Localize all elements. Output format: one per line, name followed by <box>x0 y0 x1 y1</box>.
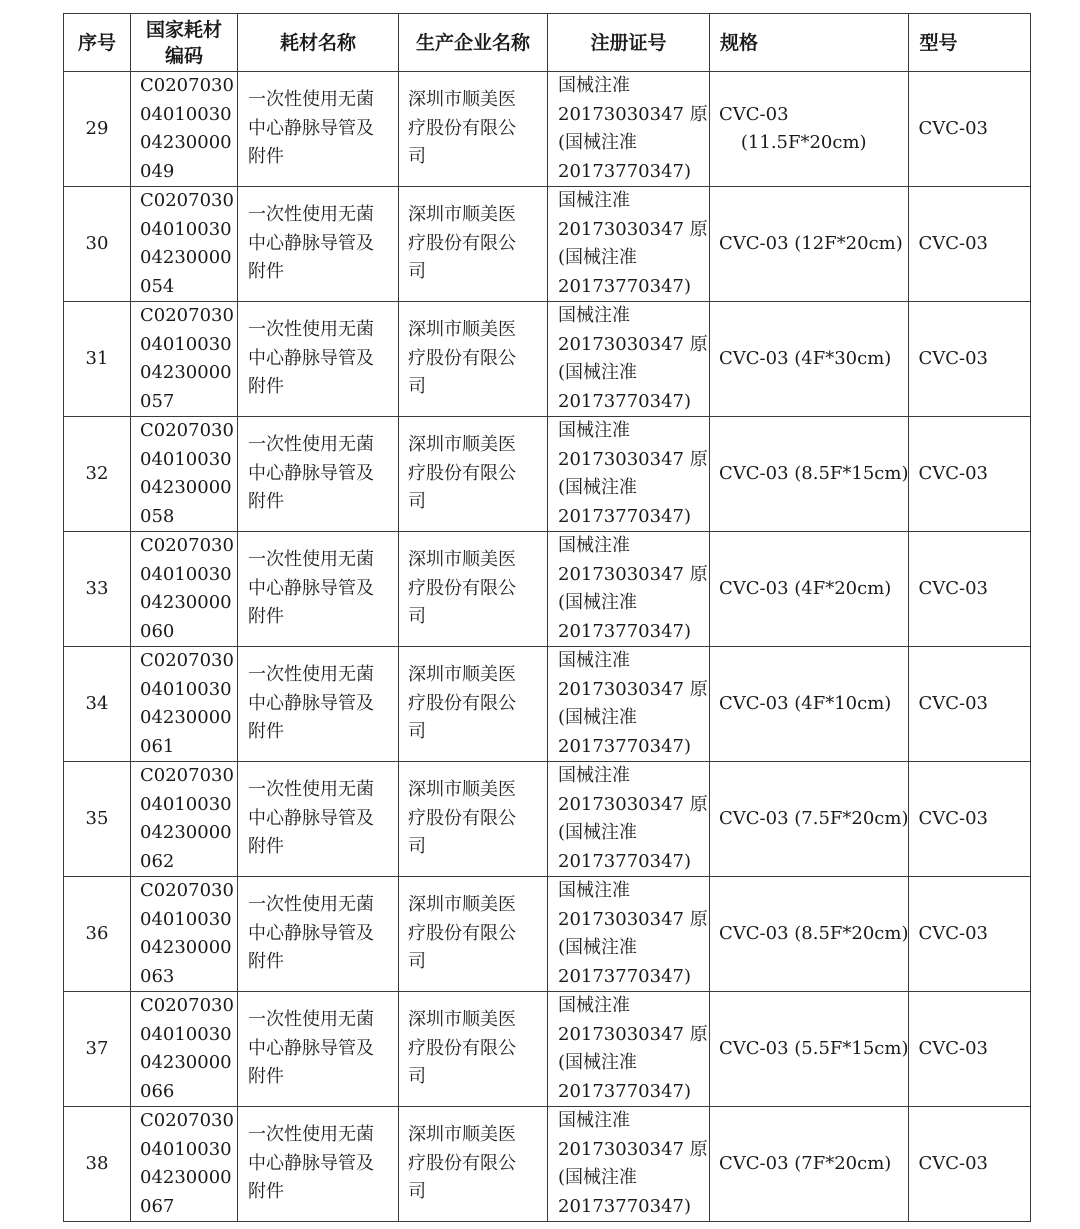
code-line: 04230000 <box>140 937 232 958</box>
registration-line: (国械注准 <box>558 822 638 843</box>
manufacturer-line: 司 <box>408 606 426 628</box>
row-code-cell <box>131 72 238 187</box>
registration-line: 20173770347) <box>558 1195 691 1217</box>
row-spec-cell <box>710 417 909 532</box>
spec-line: CVC-03 <box>719 103 789 125</box>
name-line: 附件 <box>248 606 284 628</box>
row-model-cell: CVC-03 <box>909 647 1031 762</box>
registration-line: 国械注准 <box>558 75 630 96</box>
registration-line: 20173030347 原 <box>558 103 708 125</box>
registration-line: 20173030347 原 <box>558 1138 708 1160</box>
manufacturer-line: 深圳市顺美医 <box>408 894 516 916</box>
name-line: 一次性使用无菌 <box>248 549 374 571</box>
spec-line: CVC-03 (7F*20cm) <box>719 1152 892 1174</box>
row-code-cell <box>131 1107 238 1222</box>
header-name: 耗材名称 <box>238 14 399 72</box>
row-name-cell <box>238 417 399 532</box>
name-line: 附件 <box>248 721 284 743</box>
name-line: 中心静脉导管及 <box>248 807 374 829</box>
manufacturer-line: 疗股份有限公 <box>408 692 516 714</box>
row-model-cell: CVC-03 <box>909 72 1031 187</box>
table-row <box>64 417 1031 532</box>
code-line: C0207030 <box>140 75 234 96</box>
code-line: 04010030 <box>140 793 232 815</box>
row-code-cell <box>131 647 238 762</box>
code-line: C0207030 <box>140 765 234 786</box>
manufacturer-line: 深圳市顺美医 <box>408 1009 516 1031</box>
row-spec-cell <box>710 1107 909 1222</box>
consumables-table <box>63 13 1031 1222</box>
row-seq-cell: 36 <box>64 877 131 992</box>
name-line: 一次性使用无菌 <box>248 1009 374 1031</box>
row-registration-cell <box>548 72 710 187</box>
name-line: 一次性使用无菌 <box>248 1124 374 1146</box>
table-row <box>64 302 1031 417</box>
code-line: 04010030 <box>140 563 232 585</box>
table-row <box>64 647 1031 762</box>
name-line: 中心静脉导管及 <box>248 232 374 254</box>
manufacturer-line: 深圳市顺美医 <box>408 549 516 571</box>
registration-line: (国械注准 <box>558 477 638 498</box>
registration-line: 国械注准 <box>558 420 630 441</box>
manufacturer-line: 司 <box>408 376 426 398</box>
registration-line: (国械注准 <box>558 937 638 958</box>
spec-line: (11.5F*20cm) <box>740 132 867 153</box>
name-line: 中心静脉导管及 <box>248 1152 374 1174</box>
row-name-cell <box>238 302 399 417</box>
row-model-cell: CVC-03 <box>909 302 1031 417</box>
header-model: 型号 <box>909 14 1031 72</box>
header-manufacturer: 生产企业名称 <box>399 14 548 72</box>
spec-line: CVC-03 (8.5F*15cm) <box>719 462 909 484</box>
code-line: 04010030 <box>140 678 232 700</box>
row-code-cell <box>131 187 238 302</box>
row-manufacturer-cell <box>399 647 548 762</box>
row-spec-cell <box>710 187 909 302</box>
spec-line: CVC-03 (4F*10cm) <box>719 692 892 714</box>
registration-line: 国械注准 <box>558 535 630 556</box>
name-line: 附件 <box>248 951 284 973</box>
code-line: 061 <box>140 735 175 757</box>
table-row <box>64 877 1031 992</box>
code-line: 054 <box>140 275 175 297</box>
header-seq: 序号 <box>64 14 131 72</box>
row-code-cell <box>131 302 238 417</box>
registration-line: (国械注准 <box>558 362 638 383</box>
registration-line: 20173770347) <box>558 735 691 757</box>
header-code <box>131 14 238 72</box>
code-line: 049 <box>140 160 175 182</box>
row-name-cell <box>238 992 399 1107</box>
row-model-cell: CVC-03 <box>909 532 1031 647</box>
code-line: C0207030 <box>140 535 234 556</box>
row-code-cell <box>131 417 238 532</box>
code-line: 04010030 <box>140 333 232 355</box>
row-name-cell <box>238 647 399 762</box>
row-code-cell <box>131 877 238 992</box>
row-manufacturer-cell <box>399 992 548 1107</box>
code-line: 04010030 <box>140 1138 232 1160</box>
name-line: 一次性使用无菌 <box>248 664 374 686</box>
name-line: 中心静脉导管及 <box>248 462 374 484</box>
code-line: 04230000 <box>140 1052 232 1073</box>
code-line: 04010030 <box>140 908 232 930</box>
registration-line: (国械注准 <box>558 132 638 153</box>
registration-line: (国械注准 <box>558 707 638 728</box>
spec-line: CVC-03 (8.5F*20cm) <box>719 922 909 944</box>
registration-line: 国械注准 <box>558 650 630 671</box>
row-model-cell: CVC-03 <box>909 992 1031 1107</box>
row-seq-cell: 35 <box>64 762 131 877</box>
registration-line: 20173770347) <box>558 620 691 642</box>
row-spec-cell <box>710 647 909 762</box>
manufacturer-line: 司 <box>408 1066 426 1088</box>
name-line: 中心静脉导管及 <box>248 577 374 599</box>
registration-line: 20173030347 原 <box>558 793 708 815</box>
manufacturer-line: 司 <box>408 951 426 973</box>
table-row <box>64 762 1031 877</box>
table-row <box>64 992 1031 1107</box>
code-line: 04010030 <box>140 1023 232 1045</box>
manufacturer-line: 深圳市顺美医 <box>408 204 516 226</box>
registration-line: 国械注准 <box>558 1110 630 1131</box>
row-spec-cell <box>710 992 909 1107</box>
row-name-cell <box>238 532 399 647</box>
registration-line: 国械注准 <box>558 305 630 326</box>
name-line: 附件 <box>248 146 284 168</box>
registration-line: 20173770347) <box>558 275 691 297</box>
row-registration-cell <box>548 762 710 877</box>
name-line: 附件 <box>248 1181 284 1203</box>
name-line: 附件 <box>248 836 284 858</box>
row-model-cell: CVC-03 <box>909 417 1031 532</box>
registration-line: 20173030347 原 <box>558 218 708 240</box>
registration-line: 20173030347 原 <box>558 448 708 470</box>
manufacturer-line: 司 <box>408 836 426 858</box>
row-model-cell: CVC-03 <box>909 187 1031 302</box>
row-registration-cell <box>548 417 710 532</box>
header-spec: 规格 <box>710 14 909 72</box>
registration-line: 国械注准 <box>558 880 630 901</box>
row-spec-cell <box>710 877 909 992</box>
registration-line: 国械注准 <box>558 765 630 786</box>
code-line: 060 <box>140 620 175 642</box>
row-manufacturer-cell <box>399 72 548 187</box>
name-line: 一次性使用无菌 <box>248 434 374 456</box>
row-model-cell: CVC-03 <box>909 762 1031 877</box>
name-line: 中心静脉导管及 <box>248 347 374 369</box>
code-line: 04230000 <box>140 477 232 498</box>
row-registration-cell <box>548 647 710 762</box>
row-model-cell: CVC-03 <box>909 877 1031 992</box>
row-registration-cell <box>548 992 710 1107</box>
row-manufacturer-cell <box>399 417 548 532</box>
registration-line: 20173770347) <box>558 850 691 872</box>
row-manufacturer-cell <box>399 762 548 877</box>
row-seq-cell: 30 <box>64 187 131 302</box>
row-code-cell <box>131 532 238 647</box>
row-spec-cell <box>710 762 909 877</box>
code-line: C0207030 <box>140 880 234 901</box>
spec-line: CVC-03 (12F*20cm) <box>719 232 903 254</box>
registration-line: 20173770347) <box>558 390 691 412</box>
name-line: 一次性使用无菌 <box>248 89 374 111</box>
manufacturer-line: 疗股份有限公 <box>408 117 516 139</box>
name-line: 一次性使用无菌 <box>248 204 374 226</box>
manufacturer-line: 司 <box>408 146 426 168</box>
registration-line: 国械注准 <box>558 190 630 211</box>
manufacturer-line: 司 <box>408 1181 426 1203</box>
code-line: C0207030 <box>140 1110 234 1131</box>
table-row <box>64 1107 1031 1222</box>
row-seq-cell: 38 <box>64 1107 131 1222</box>
spec-line: CVC-03 (7.5F*20cm) <box>719 807 909 829</box>
row-code-cell <box>131 762 238 877</box>
row-spec-cell <box>710 302 909 417</box>
row-name-cell <box>238 1107 399 1222</box>
row-spec-cell <box>710 532 909 647</box>
row-seq-cell: 34 <box>64 647 131 762</box>
code-line: 04230000 <box>140 247 232 268</box>
row-manufacturer-cell <box>399 877 548 992</box>
row-seq-cell: 33 <box>64 532 131 647</box>
manufacturer-line: 深圳市顺美医 <box>408 664 516 686</box>
manufacturer-line: 司 <box>408 261 426 283</box>
registration-line: (国械注准 <box>558 1167 638 1188</box>
registration-line: 20173030347 原 <box>558 563 708 585</box>
manufacturer-line: 疗股份有限公 <box>408 1037 516 1059</box>
row-code-cell <box>131 992 238 1107</box>
registration-line: 20173770347) <box>558 965 691 987</box>
registration-line: 国械注准 <box>558 995 630 1016</box>
name-line: 附件 <box>248 261 284 283</box>
registration-line: 20173030347 原 <box>558 908 708 930</box>
table-body <box>64 72 1031 1222</box>
registration-line: 20173770347) <box>558 1080 691 1102</box>
code-line: 04010030 <box>140 218 232 240</box>
code-line: 04010030 <box>140 448 232 470</box>
code-line: 067 <box>140 1195 175 1217</box>
row-seq-cell: 29 <box>64 72 131 187</box>
row-manufacturer-cell <box>399 532 548 647</box>
registration-line: (国械注准 <box>558 247 638 268</box>
name-line: 一次性使用无菌 <box>248 319 374 341</box>
manufacturer-line: 深圳市顺美医 <box>408 89 516 111</box>
manufacturer-line: 深圳市顺美医 <box>408 319 516 341</box>
manufacturer-line: 司 <box>408 721 426 743</box>
name-line: 一次性使用无菌 <box>248 779 374 801</box>
registration-line: 20173770347) <box>558 505 691 527</box>
code-line: 058 <box>140 505 175 527</box>
row-seq-cell: 31 <box>64 302 131 417</box>
code-line: 04230000 <box>140 362 232 383</box>
registration-line: 20173770347) <box>558 160 691 182</box>
manufacturer-line: 疗股份有限公 <box>408 922 516 944</box>
code-line: 057 <box>140 390 175 412</box>
registration-line: 20173030347 原 <box>558 333 708 355</box>
row-seq-cell: 37 <box>64 992 131 1107</box>
code-line: 04010030 <box>140 103 232 125</box>
manufacturer-line: 疗股份有限公 <box>408 1152 516 1174</box>
code-line: C0207030 <box>140 420 234 441</box>
manufacturer-line: 深圳市顺美医 <box>408 1124 516 1146</box>
row-registration-cell <box>548 532 710 647</box>
manufacturer-line: 疗股份有限公 <box>408 462 516 484</box>
spec-line: CVC-03 (4F*20cm) <box>719 577 892 599</box>
name-line: 中心静脉导管及 <box>248 1037 374 1059</box>
header-code-line2: 编码 <box>164 44 203 67</box>
registration-line: 20173030347 原 <box>558 1023 708 1045</box>
code-line: 04230000 <box>140 822 232 843</box>
header-registration: 注册证号 <box>548 14 710 72</box>
registration-line: 20173030347 原 <box>558 678 708 700</box>
registration-line: (国械注准 <box>558 1052 638 1073</box>
manufacturer-line: 司 <box>408 491 426 513</box>
code-line: 04230000 <box>140 592 232 613</box>
row-model-cell: CVC-03 <box>909 1107 1031 1222</box>
code-line: 066 <box>140 1080 175 1102</box>
row-name-cell <box>238 762 399 877</box>
row-name-cell <box>238 877 399 992</box>
manufacturer-line: 深圳市顺美医 <box>408 779 516 801</box>
manufacturer-line: 疗股份有限公 <box>408 807 516 829</box>
spec-line: CVC-03 (5.5F*15cm) <box>719 1037 909 1059</box>
header-row <box>64 14 1031 72</box>
row-name-cell <box>238 187 399 302</box>
table-row <box>64 187 1031 302</box>
name-line: 附件 <box>248 376 284 398</box>
row-manufacturer-cell <box>399 187 548 302</box>
spec-line: CVC-03 (4F*30cm) <box>719 347 892 369</box>
name-line: 中心静脉导管及 <box>248 117 374 139</box>
name-line: 中心静脉导管及 <box>248 692 374 714</box>
row-manufacturer-cell <box>399 1107 548 1222</box>
code-line: 04230000 <box>140 707 232 728</box>
name-line: 一次性使用无菌 <box>248 894 374 916</box>
code-line: C0207030 <box>140 305 234 326</box>
code-line: C0207030 <box>140 995 234 1016</box>
manufacturer-line: 疗股份有限公 <box>408 232 516 254</box>
row-spec-cell <box>710 72 909 187</box>
code-line: C0207030 <box>140 190 234 211</box>
manufacturer-line: 深圳市顺美医 <box>408 434 516 456</box>
code-line: 062 <box>140 850 175 872</box>
row-name-cell <box>238 72 399 187</box>
code-line: 063 <box>140 965 175 987</box>
row-registration-cell <box>548 877 710 992</box>
manufacturer-line: 疗股份有限公 <box>408 347 516 369</box>
code-line: 04230000 <box>140 1167 232 1188</box>
name-line: 附件 <box>248 491 284 513</box>
row-registration-cell <box>548 302 710 417</box>
code-line: C0207030 <box>140 650 234 671</box>
name-line: 中心静脉导管及 <box>248 922 374 944</box>
row-registration-cell <box>548 187 710 302</box>
name-line: 附件 <box>248 1066 284 1088</box>
row-registration-cell <box>548 1107 710 1222</box>
row-seq-cell: 32 <box>64 417 131 532</box>
header-code-line1: 国家耗材 <box>145 18 222 41</box>
code-line: 04230000 <box>140 132 232 153</box>
manufacturer-line: 疗股份有限公 <box>408 577 516 599</box>
row-manufacturer-cell <box>399 302 548 417</box>
table-row <box>64 72 1031 187</box>
registration-line: (国械注准 <box>558 592 638 613</box>
table-row <box>64 532 1031 647</box>
